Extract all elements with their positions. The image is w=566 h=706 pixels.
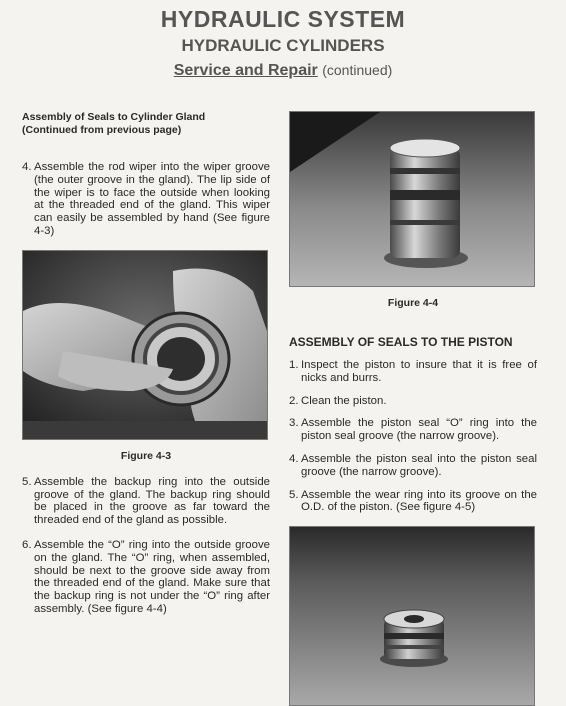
step-text: Assemble the piston seal into the piston seal groove (the narrow groove). (301, 452, 537, 478)
step-text: Assemble the “O” ring into the outside groove on the gland. The “O” ring, when assembled, should be next to the groove side away from the threaded end of the gland. Make sure that the backup ring is not under the “O” ring after assembly. (See figure 4-4) (34, 538, 270, 615)
step-4 (22, 161, 270, 238)
piston-step-5 (289, 489, 537, 515)
step-text: Assemble the piston seal “O” ring into the piston seal groove (the narrow groove). (301, 417, 537, 443)
figure-4-4-photo (289, 111, 535, 287)
gland-heading-line2: (Continued from previous page) (22, 124, 182, 136)
step-number: 5. (289, 488, 299, 501)
gland-heading-line1: Assembly of Seals to Cylinder Gland (22, 111, 206, 123)
gland-in-hand-image (23, 251, 267, 439)
page-header (0, 6, 566, 82)
piston-step-4 (289, 453, 537, 479)
step-number: 5. (22, 475, 32, 488)
section-title: Service and Repair (173, 62, 318, 79)
step-number: 4. (289, 452, 299, 465)
page-subtitle: HYDRAULIC CYLINDERS (181, 36, 385, 55)
step-text: Inspect the piston to insure that it is free of nicks and burrs. (301, 359, 537, 384)
piston-step-2 (289, 395, 537, 408)
piston-step-1 (289, 359, 537, 385)
step-6 (22, 539, 270, 616)
piston-on-table-image (290, 527, 534, 705)
step-text: Clean the piston. (301, 394, 387, 407)
figure-4-4-caption: Figure 4-4 (387, 297, 439, 309)
figure-4-3-caption: Figure 4-3 (120, 449, 172, 462)
step-number: 1. (289, 359, 299, 371)
step-number: 4. (22, 161, 32, 173)
section-heading (0, 59, 566, 82)
step-text: Assemble the wear ring into its groove on the O.D. of the piston. (See figure 4-5) (301, 488, 537, 514)
figure-4-5-photo (289, 526, 535, 706)
piston-heading: ASSEMBLY OF SEALS TO THE PISTON (289, 335, 513, 349)
piston-step-3 (289, 417, 537, 443)
right-column (289, 111, 537, 706)
step-5 (22, 476, 270, 527)
step-text: Assemble the backup ring into the outside groove of the gland. The backup ring should be placed in the groove as far toward the threaded end of the gland as possible. (34, 475, 270, 527)
page-title: HYDRAULIC SYSTEM (160, 6, 406, 32)
left-column (22, 111, 270, 616)
section-suffix: (continued) (322, 62, 393, 78)
gland-on-table-image (290, 112, 534, 286)
step-number: 2. (289, 394, 299, 407)
step-text: Assemble the rod wiper into the wiper groove (the outer groove in the gland). The lip side of the wiper is to face the outside when looking at the threaded end of the gland. This wiper can easily be assembled by hand (See figure 4-3) (34, 161, 270, 237)
step-number: 3. (289, 417, 299, 430)
step-number: 6. (22, 538, 32, 551)
figure-4-3-photo (22, 250, 268, 440)
